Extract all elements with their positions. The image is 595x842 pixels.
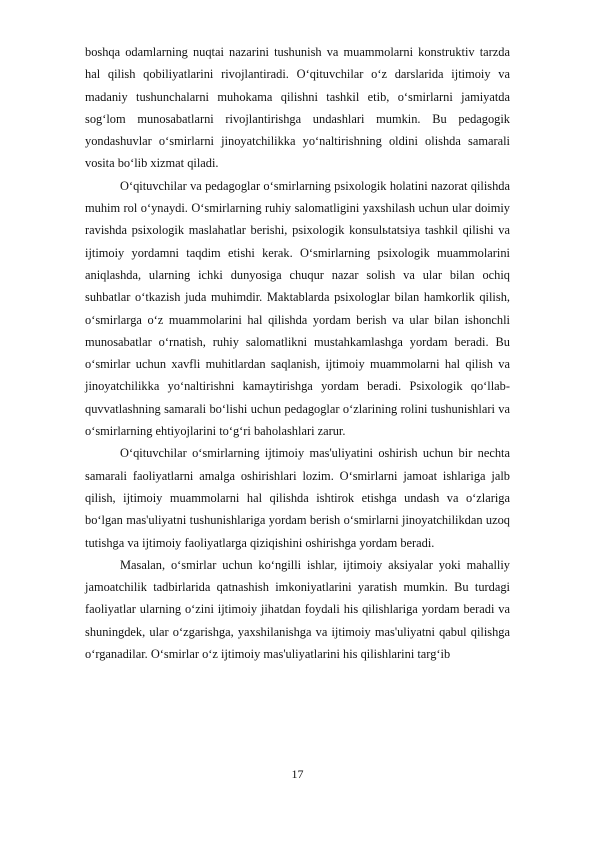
paragraph: Masalan, o‘smirlar uchun ko‘ngilli ishlar, ijtimoiy aksiyalar yoki mahalliy jamoatchilik tadbirlarida qatnashish imkoniyatlarini yaratish mumkin. Bu turdagi faoliyatlar ularning o‘zini ijtimoiy jihatdan foydali his qilishlariga yordam beradi va shuningdek, ular o‘zgarishga, yaxshilanishga va ijtimoiy mas'uliyatni qabul qilishga o‘rganadilar. O‘smirlar o‘z ijtimoiy mas'uliyatlarini his qilishlarini targ‘ib [85, 557, 510, 662]
page-body [85, 41, 510, 665]
page-number: 17 [291, 767, 304, 781]
paragraph: O‘qituvchilar o‘smirlarning ijtimoiy mas'uliyatini oshirish uchun bir nechta samarali faoliyatlarni amalga oshirishlari lozim. O‘smirlarni jamoat ishlariga jalb qilish, ijtimoiy muammolarni hal qilishda ishtirok etishga undash va o‘zlariga bo‘lgan mas'uliyatni tushunishlariga yordam berish o‘smirlarni jinoyatchilikdan uzoq tutishga va ijtimoiy faoliyatlarga qiziqishini oshirishga yordam beradi. [85, 446, 510, 550]
paragraph-continuation: boshqa odamlarning nuqtai nazarini tushunish va muammolarni konstruktiv tarzda hal qilish qobiliyatlarini rivojlantiradi. O‘qituvchilar o‘z darslarida ijtimoiy va madaniy tushunchalarni muhokama qilishni tashkil etib, o‘smirlarni jamiyatda sog‘lom munosabatlarni rivojlantirishga undashlari mumkin. Bu pedagogik yondashuvlar o‘smirlarni jinoyatchilikka yo‘naltirishning oldini olishda samarali vosita bo‘lib xizmat qiladi. [85, 45, 510, 171]
paragraph: O‘qituvchilar va pedagoglar o‘smirlarning psixologik holatini nazorat qilishda muhim rol o‘ynaydi. O‘smirlarning ruhiy salomatligini yaxshilash uchun ular doimiy ravishda psixologik maslahatlar berishi, psixologik konsulьtatsiya tashkil qilishi va ijtimoiy yordamni taqdim etishi kerak. O‘smirlarning psixologik muammolarini aniqlashda, ularning ichki dunyosiga chuqur nazar solish va ular bilan ochiq suhbatlar o‘tkazish juda muhimdir. Maktablarda psixologlar bilan hamkorlik qilish, o‘smirlarga o‘z muammolarini hal qilishda yordam berish va ular bilan ishonchli munosabatlar o‘rnatish, ruhiy salomatlikni mustahkamlashga yordam beradi. Bu o‘smirlar uchun xavfli muhitlardan saqlanish, ijtimoiy muammolarni hal qilish va jinoyatchilikka yo‘naltirishni kamaytirishga yordam beradi. Psixologik qo‘llab-quvvatlashning samarali bo‘lishi uchun pedagoglar o‘zlarining rolini tushunishlari va o‘smirlarning ehtiyojlarini to‘g‘ri baholashlari zarur. [85, 178, 510, 439]
